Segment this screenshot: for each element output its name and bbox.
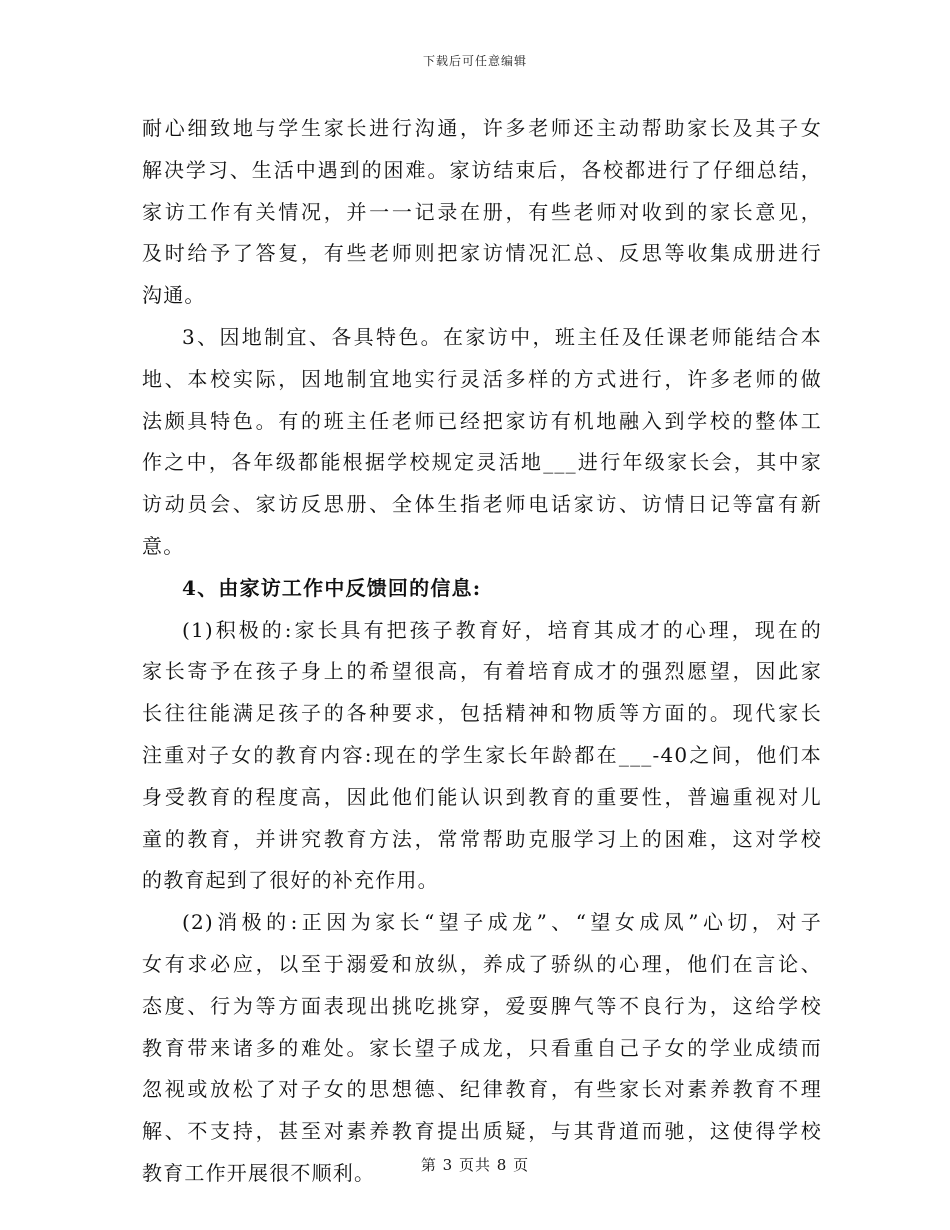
body-line: 的教育起到了很好的补充作用。 [142,868,439,893]
body-line: 作之中，各年级都能根据学校规定灵活地___进行年级家长会，其中家 [142,450,822,475]
body-line: 身受教育的程度高，因此他们能认识到教育的重要性，普遍重视对儿 [142,784,822,809]
body-line: 地、本校实际，因地制宜地实行灵活多样的方式进行，许多老师的做 [142,366,822,391]
body-line: 意。 [142,533,185,558]
body-line: 解决学习、生活中遇到的困难。家访结束后，各校都进行了仔细总结， [142,157,822,182]
body-line: (2)消极的:正因为家长“望子成龙”、“望女成凤”心切，对子 [182,910,822,935]
body-line: 家访工作有关情况，并一一记录在册，有些老师对收到的家长意见， [142,199,822,224]
section-heading: 4、由家访工作中反馈回的信息: [182,575,482,600]
page-header: 下载后可任意编辑 [422,54,527,68]
body-line: 解、不支持，甚至对素养教育提出质疑，与其背道而驰，这使得学校 [142,1119,822,1144]
body-line: 沟通。 [142,283,206,308]
body-line: (1)积极的:家长具有把孩子教育好，培育其成才的心理，现在的 [182,617,822,642]
body-line: 女有求必应，以至于溺爱和放纵，养成了骄纵的心理，他们在言论、 [142,951,822,976]
body-line: 忽视或放松了对子女的思想德、纪律教育，有些家长对素养教育不理 [142,1077,822,1102]
body-line: 注重对子女的教育内容:现在的学生家长年龄都在___-40之间，他们本 [142,742,822,767]
body-line: 耐心细致地与学生家长进行沟通，许多老师还主动帮助家长及其子女 [142,116,822,140]
body-line: 法颇具特色。有的班主任老师已经把家访有机地融入到学校的整体工 [142,408,822,433]
body-line: 及时给予了答复，有些老师则把家访情况汇总、反思等收集成册进行 [142,241,822,266]
body-line: 长往往能满足孩子的各种要求，包括精神和物质等方面的。现代家长 [142,701,822,726]
body-line: 家长寄予在孩子身上的希望很高，有着培育成才的强烈愿望，因此家 [142,659,822,684]
body-line: 童的教育，并讲究教育方法，常常帮助克服学习上的困难，这对学校 [142,826,822,851]
body-line: 态度、行为等方面表现出挑吃挑穿，爱耍脾气等不良行为，这给学校 [142,993,822,1018]
body-line: 教育工作开展很不顺利。 [142,1160,376,1185]
body-line: 访动员会、家访反思册、全体生指老师电话家访、访情日记等富有新 [142,492,822,517]
body-line: 教育带来诸多的难处。家长望子成龙，只看重自己子女的学业成绩而 [142,1035,822,1060]
page-footer: 第 3 页共 8 页 [420,1156,530,1174]
document-body [142,108,822,1195]
body-line: 3、因地制宜、各具特色。在家访中，班主任及任课老师能结合本 [182,324,822,349]
